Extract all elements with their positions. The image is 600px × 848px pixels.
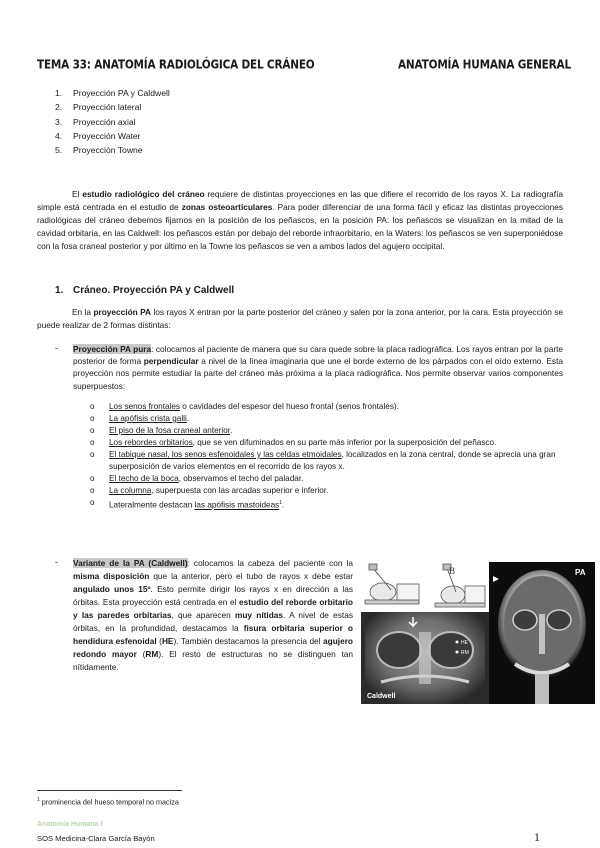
page-number: 1 — [534, 830, 540, 844]
figure-label-b: B — [449, 566, 456, 576]
list-item: o El tabique nasal, los senos esfenoidales y las celdas etmoidales, localizados en la zona central, donde se aprecia una gran superposición de varios elementos en el recorrido de los rayos x. — [90, 450, 556, 471]
pa-xray-image — [489, 562, 595, 704]
highlighted-term: Proyección PA pura — [73, 344, 152, 354]
toc-item: 4. Proyección Water — [55, 130, 141, 141]
footnote-divider — [37, 790, 182, 791]
header-subject: ANATOMÍA HUMANA GENERAL — [398, 58, 571, 72]
list-item: o La apófisis crista galli. — [90, 414, 190, 423]
intro-paragraph: El estudio radiológico del cráneo requiere de distintas proyecciones en las que difiere el recorrido de los rayos X. La radiografía simple está centrada en el estudio de zonas osteoarticulares. Para poder diferenciar de una forma fácil y eficaz las distintas proyecciones radiológicas del cráneo debemos fijarnos en la posición de los peñascos, en la posición PA: los peñascos se visualizan en la mitad de la cavidad orbitaria, en las Caldwell: los peñascos están por debajo del reborde infraorbitario, en la Waters: los peñascos se ven superponiédose con la fosa craneal posterior y por último en la Towne los peñascos se ven a ambos lados del agujero occipital. — [37, 189, 564, 252]
highlighted-term: Variante de la PA (Caldwell) — [73, 558, 188, 568]
section-heading: 1. Cráneo. Proyección PA y Caldwell — [55, 285, 235, 296]
list-item: o El piso de la fosa craneal anterior. — [90, 426, 233, 435]
patient-positioning-illustration — [361, 562, 489, 612]
toc-item: 1. Proyección PA y Caldwell — [55, 88, 170, 98]
header-title: TEMA 33: ANATOMÍA RADIOLÓGICA DEL CRÁNEO — [37, 58, 315, 72]
label-rm: RM — [461, 650, 469, 656]
list-item: o Lateralmente destacan las apófisis mastoideas$^1$. — [90, 498, 285, 510]
pa-pura-paragraph: Proyección PA pura: colocamos al paciente de manera que su cara quede sobre la placa radiográfica. Los rayos entran por la parte posterior de forma perpendicular a nivel de la línea imaginaria que une el borde externo de los párpados con el oído externo. Esta proyección nos permite estudiar la parte del cráneo más próxima a la placa radiográfica. Nos permite observar varios componentes superpuestos: — [73, 344, 563, 391]
footer-course-label: Anatomía Humana I — [37, 821, 103, 828]
list-item: o El techo de la boca, observamos el techo del paladar. — [90, 474, 304, 483]
bullet-dash: - — [55, 557, 58, 567]
list-item: o Los rebordes orbitarios, que se ven difuminados en su parte más inferior por la superposición del peñasco. — [90, 438, 497, 447]
toc-item: 2. Proyección lateral — [55, 102, 142, 113]
caldwell-paragraph: Variante de la PA (Caldwell): colocamos la cabeza del paciente con la misma disposición que la anterior, pero el tubo de rayos x debe estar angulado unos 15º. Esto permite dirigir los rayos x en dirección a las órbitas. Esta proyección está centrada en el estudio del reborde orbitario y las paredes orbitarias, que aparecen muy nítidas. A nivel de estas órbitas, en la profundidad, destacamos la fisura orbitaria superior o hendidura esfenoidal (HE). También destacamos la presencia del agujero redondo mayor (RM). El resto de estructuras no se distinguen tan nítidamente. — [73, 558, 354, 672]
toc-item: 3. Proyección axial — [55, 116, 136, 127]
caldwell-label: Caldwell — [367, 693, 396, 700]
toc-item: 5. Proyección Towne — [55, 145, 143, 156]
section-intro-paragraph: En la proyección PA los rayos X entran por la parte posterior del cráneo y salen por la zona anterior, por la cara. Esta proyección se puede realizar de 2 formas distintas: — [37, 307, 563, 331]
list-item: o La columna, superpuesta con las arcadas superior e inferior. — [90, 486, 329, 495]
structures-list — [90, 401, 563, 512]
table-of-contents — [55, 86, 170, 157]
pa-label: PA — [575, 568, 586, 577]
bullet-dash: - — [55, 343, 58, 353]
footnote: $^1$ prominencia del hueso temporal no maciza — [37, 797, 179, 807]
label-he: HE — [461, 640, 468, 646]
list-item: o Los senos frontales o cavidades del espesor del hueso frontal (senos frontales). — [90, 402, 399, 411]
footer-author: SOS Medicina-Clara García Bayón — [37, 834, 155, 843]
caldwell-xray-image — [361, 612, 489, 704]
